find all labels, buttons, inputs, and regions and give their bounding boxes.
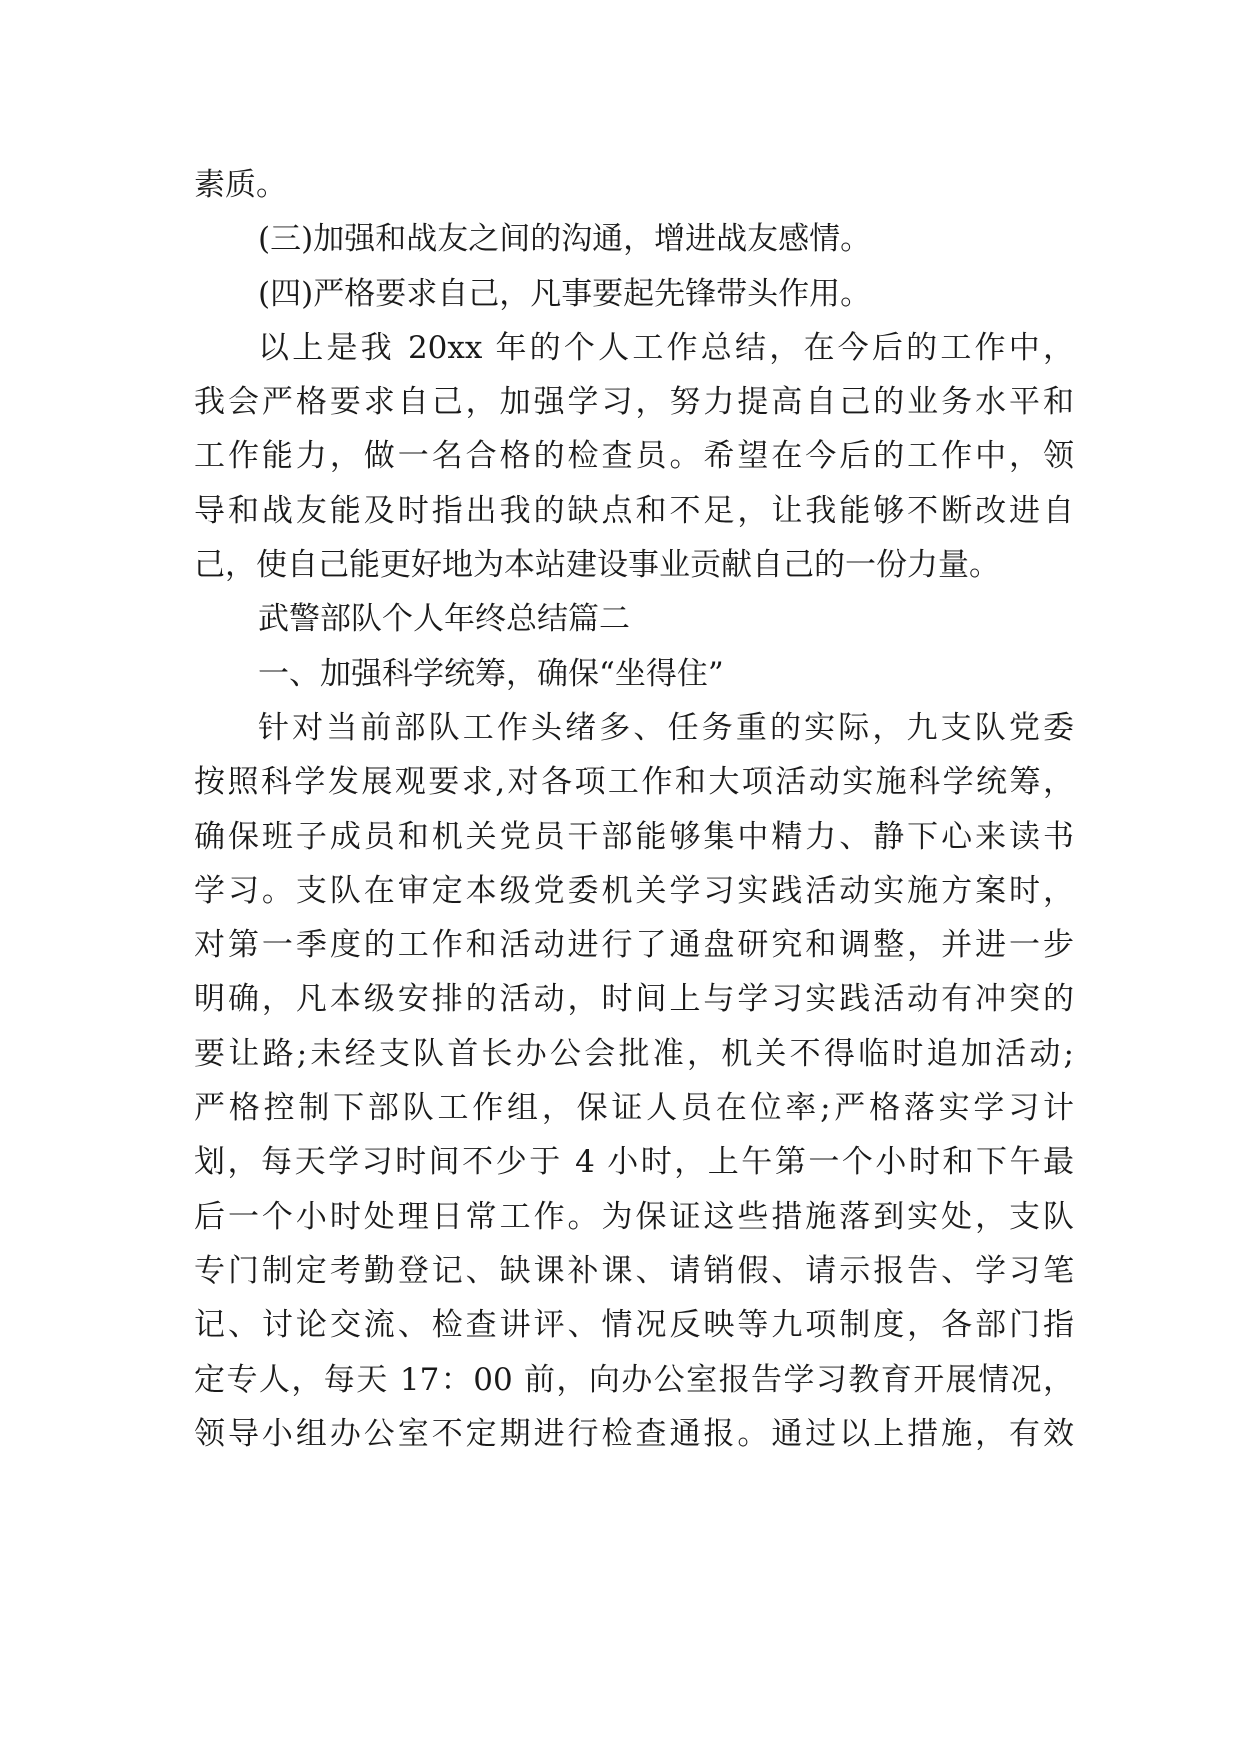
text-line: 一、加强科学统筹，确保“坐得住” <box>258 655 724 692</box>
text-line: 严格控制下部队工作组，保证人员在位率;严格落实学习计 <box>194 1090 1074 1127</box>
text-line: 武警部队个人年终总结篇二 <box>258 601 630 638</box>
document-body <box>194 158 1074 1461</box>
text-line: 我会严格要求自己，加强学习，努力提高自己的业务水平和 <box>194 384 1074 421</box>
text-line: 己，使自己能更好地为本站建设事业贡献自己的一份力量。 <box>194 547 1000 584</box>
text-line: 明确，凡本级安排的活动，时间上与学习实践活动有冲突的 <box>194 981 1074 1018</box>
text-line: 素质。 <box>194 167 287 203</box>
text-line: (三)加强和战友之间的沟通，增进战友感情。 <box>258 221 872 258</box>
text-line: 针对当前部队工作头绪多、任务重的实际，九支队党委 <box>258 709 1074 746</box>
text-line: 导和战友能及时指出我的缺点和不足，让我能够不断改进自 <box>194 492 1074 529</box>
text-line: 后一个小时处理日常工作。为保证这些措施落到实处，支队 <box>194 1198 1074 1235</box>
text-line: 按照科学发展观要求,对各项工作和大项活动实施科学统筹， <box>194 764 1074 801</box>
text-line: 学习。支队在审定本级党委机关学习实践活动实施方案时， <box>194 872 1074 909</box>
text-line: 确保班子成员和机关党员干部能够集中精力、静下心来读书 <box>194 818 1074 855</box>
text-line: 对第一季度的工作和活动进行了通盘研究和调整，并进一步 <box>194 927 1074 964</box>
text-line: 领导小组办公室不定期进行检查通报。通过以上措施，有效 <box>194 1415 1074 1452</box>
text-line: 划，每天学习时间不少于 4 小时，上午第一个小时和下午最 <box>194 1144 1074 1181</box>
text-line: 工作能力，做一名合格的检查员。希望在今后的工作中，领 <box>194 438 1074 475</box>
text-line: 以上是我 20xx 年的个人工作总结，在今后的工作中， <box>258 329 1074 366</box>
text-line: 记、讨论交流、检查讲评、情况反映等九项制度，各部门指 <box>194 1307 1074 1344</box>
text-line: (四)严格要求自己，凡事要起先锋带头作用。 <box>258 275 872 312</box>
text-line: 定专人，每天 17：00 前，向办公室报告学习教育开展情况， <box>194 1361 1074 1398</box>
text-line: 专门制定考勤登记、缺课补课、请销假、请示报告、学习笔 <box>194 1252 1074 1289</box>
text-line: 要让路;未经支队首长办公会批准，机关不得临时追加活动; <box>194 1035 1074 1072</box>
